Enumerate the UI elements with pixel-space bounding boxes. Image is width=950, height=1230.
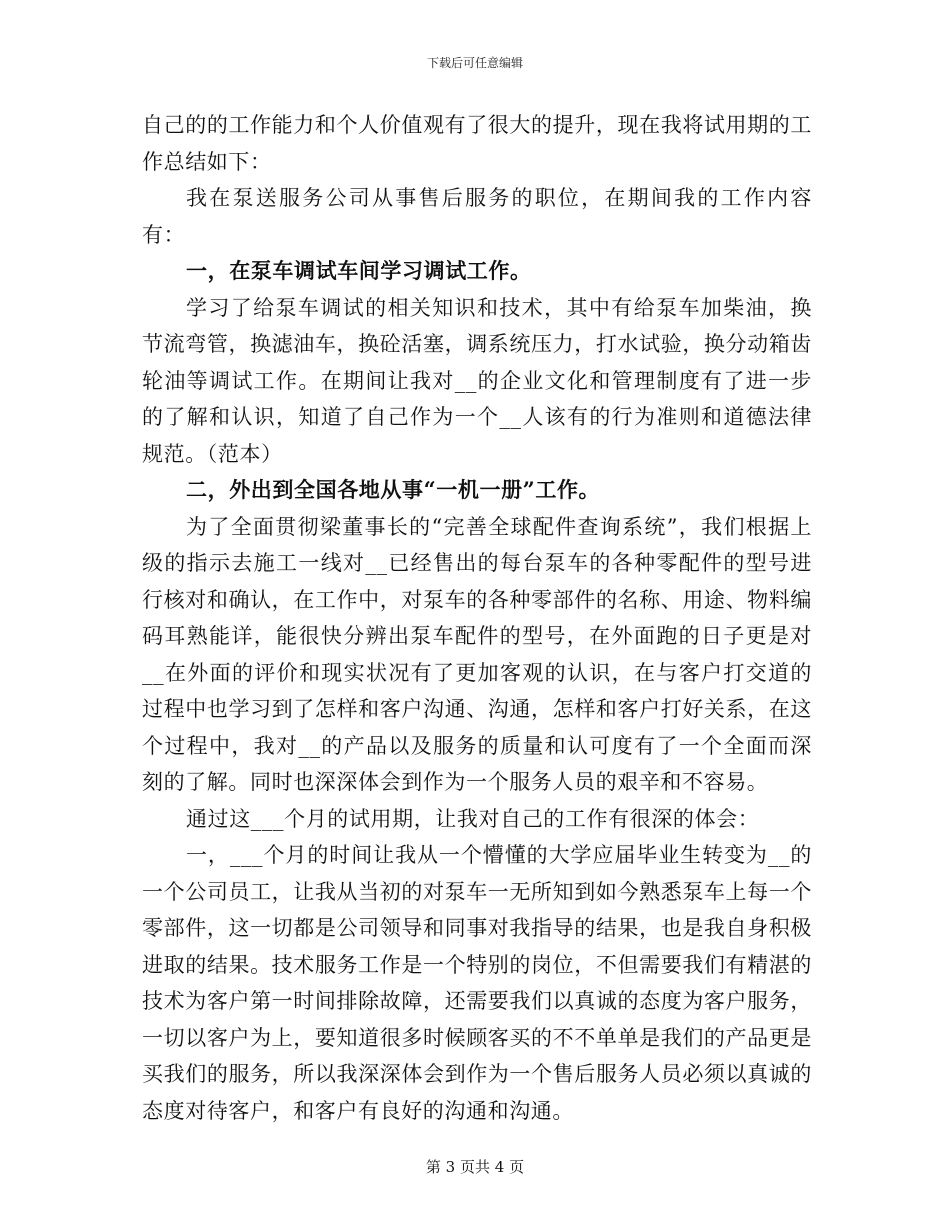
paragraph-intro: 我在泵送服务公司从事售后服务的职位，在期间我的工作内容有： — [142, 186, 812, 247]
page-header: 下载后可任意编辑 — [426, 56, 523, 70]
paragraph-section-2: 为了全面贯彻梁董事长的“完善全球配件查询系统”，我们根据上级的指示去施工一线对__已经售出的每台泵车的各种零配件的型号进行核对和确认，在工作中，对泵车的各种零部件的名称、用途、物料编码耳熟能详，能很快分辨出泵车配件的型号，在外面跑的日子更是对__在外面的评价和现实状况有了更加客观的认识，在与客户打交道的过程中也学习到了怎样和客户沟通、沟通，怎样和客户打好关系，在这个过程中，我对__的产品以及服务的质量和认可度有了一个全面而深刻的了解。同时也深深体会到作为一个服务人员的艰辛和不容易。 — [142, 514, 812, 794]
paragraph-continuation: 自己的的工作能力和个人价值观有了很大的提升，现在我将试用期的工作总结如下： — [142, 113, 812, 174]
document-body — [142, 107, 812, 1129]
paragraph-reflection-1: 一，___个月的时间让我从一个懵懂的大学应届毕业生转变为__的一个公司员工，让我从当初的对泵车一无所知到如今熟悉泵车上每一个零部件，这一切都是公司领导和同事对我指导的结果，也是我自身积极进取的结果。技术服务工作是一个特别的岗位，不但需要我们有精湛的技术为客户第一时间排除故障，还需要我们以真诚的态度为客户服务，一切以客户为上，要知道很多时候顾客买的不不单单是我们的产品更是买我们的服务，所以我深深体会到作为一个售后服务人员必须以真诚的态度对待客户，和客户有良好的沟通和沟通。 — [142, 843, 812, 1123]
paragraph-section-1: 学习了给泵车调试的相关知识和技术，其中有给泵车加柴油，换节流弯管，换滤油车，换砼活塞，调系统压力，打水试验，换分动箱齿轮油等调试工作。在期间让我对__的企业文化和管理制度有了进一步的了解和认识，知道了自己作为一个__人该有的行为准则和道德法律规范。（范本） — [142, 295, 812, 466]
page-footer: 第 3 页共 4 页 — [425, 1158, 525, 1176]
paragraph-reflection-intro: 通过这___个月的试用期，让我对自己的工作有很深的体会： — [186, 806, 760, 831]
section-heading-1: 一，在泵车调试车间学习调试工作。 — [186, 258, 532, 283]
section-heading-2: 二，外出到全国各地从事“一机一册”工作。 — [186, 477, 601, 502]
